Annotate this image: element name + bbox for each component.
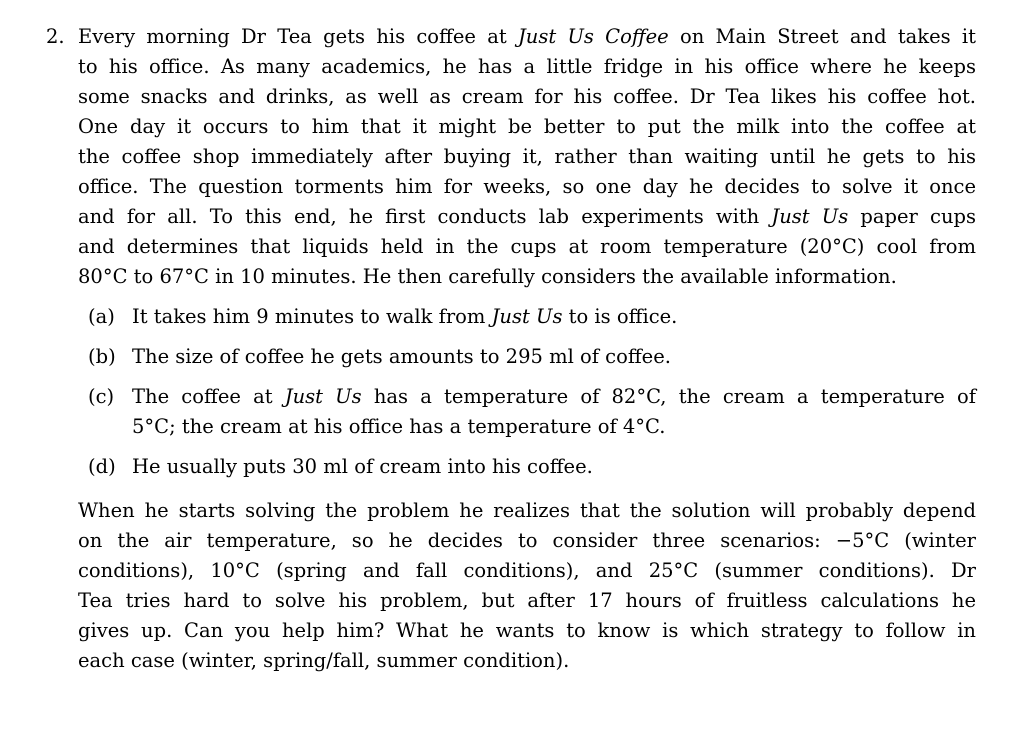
intro-line-1b: on Main Street and takes it [668, 25, 976, 48]
item-c-shop: Just Us [284, 385, 362, 408]
intro-line-1a: Every morning Dr Tea gets his coffee at [78, 25, 518, 48]
intro-line-5: the coffee shop immediately after buying it, rather than waiting until he gets to his [78, 145, 976, 168]
intro-line-4: One day it occurs to him that it might be better to put the milk into the coffee at [78, 115, 976, 138]
problem-2 [46, 22, 976, 676]
intro-line-7a: and for all. To this end, he first conducts lab experiments with [78, 205, 772, 228]
intro-line-6: office. The question torments him for weeks, so one day he decides to solve it once [78, 175, 976, 198]
problem-number: 2. [46, 25, 65, 48]
intro-line-8: and determines that liquids held in the cups at room temperature (20°C) cool from [78, 235, 976, 258]
item-a-shop: Just Us [491, 305, 563, 328]
item-c-line-1 [132, 382, 976, 412]
shop-name: Just Us Coffee [517, 25, 669, 48]
intro-line-9: 80°C to 67°C in 10 minutes. He then carefully considers the available information. [78, 265, 897, 288]
shop-name-short: Just Us [771, 205, 849, 228]
list-item-a [78, 302, 976, 332]
intro-line-3: some snacks and drinks, as well as cream for his coffee. Dr Tea likes his coffee hot. [78, 85, 976, 108]
closing-line-3: conditions), 10°C (spring and fall conditions), and 25°C (summer conditions). Dr [78, 559, 976, 582]
problem-intro [78, 22, 976, 292]
item-c-line-2: 5°C; the cream at his office has a temperature of 4°C. [132, 415, 666, 438]
list-item-b [78, 342, 976, 372]
closing-line-1: When he starts solving the problem he realizes that the solution will probably depend [78, 499, 976, 522]
list-item-c [78, 382, 976, 442]
item-label-c: (c) [88, 385, 115, 408]
info-list [78, 302, 976, 482]
list-item-d [78, 452, 976, 482]
intro-line-1 [78, 22, 976, 52]
item-a-text-1: It takes him 9 minutes to walk from [132, 305, 492, 328]
item-c-text-2: has a temperature of 82°C, the cream a temperature of [361, 385, 977, 408]
item-c-text-1: The coffee at [132, 385, 285, 408]
closing-line-5: gives up. Can you help him? What he wants to know is which strategy to follow in [78, 619, 976, 642]
item-label-d: (d) [88, 455, 116, 478]
closing-line-2: on the air temperature, so he decides to consider three scenarios: −5°C (winter [78, 529, 976, 552]
item-label-b: (b) [88, 345, 116, 368]
problem-closing [78, 496, 976, 676]
item-a-text [132, 302, 976, 332]
intro-line-7b: paper cups [848, 205, 976, 228]
item-b-text: The size of coffee he gets amounts to 295 ml of coffee. [132, 345, 671, 368]
closing-line-6: each case (winter, spring/fall, summer condition). [78, 649, 570, 672]
item-label-a: (a) [88, 305, 115, 328]
closing-line-4: Tea tries hard to solve his problem, but after 17 hours of fruitless calculations he [78, 589, 976, 612]
item-d-text: He usually puts 30 ml of cream into his coffee. [132, 455, 593, 478]
intro-line-2: to his office. As many academics, he has a little fridge in his office where he keeps [78, 55, 976, 78]
intro-line-7 [78, 202, 976, 232]
item-a-text-2: to is office. [562, 305, 678, 328]
